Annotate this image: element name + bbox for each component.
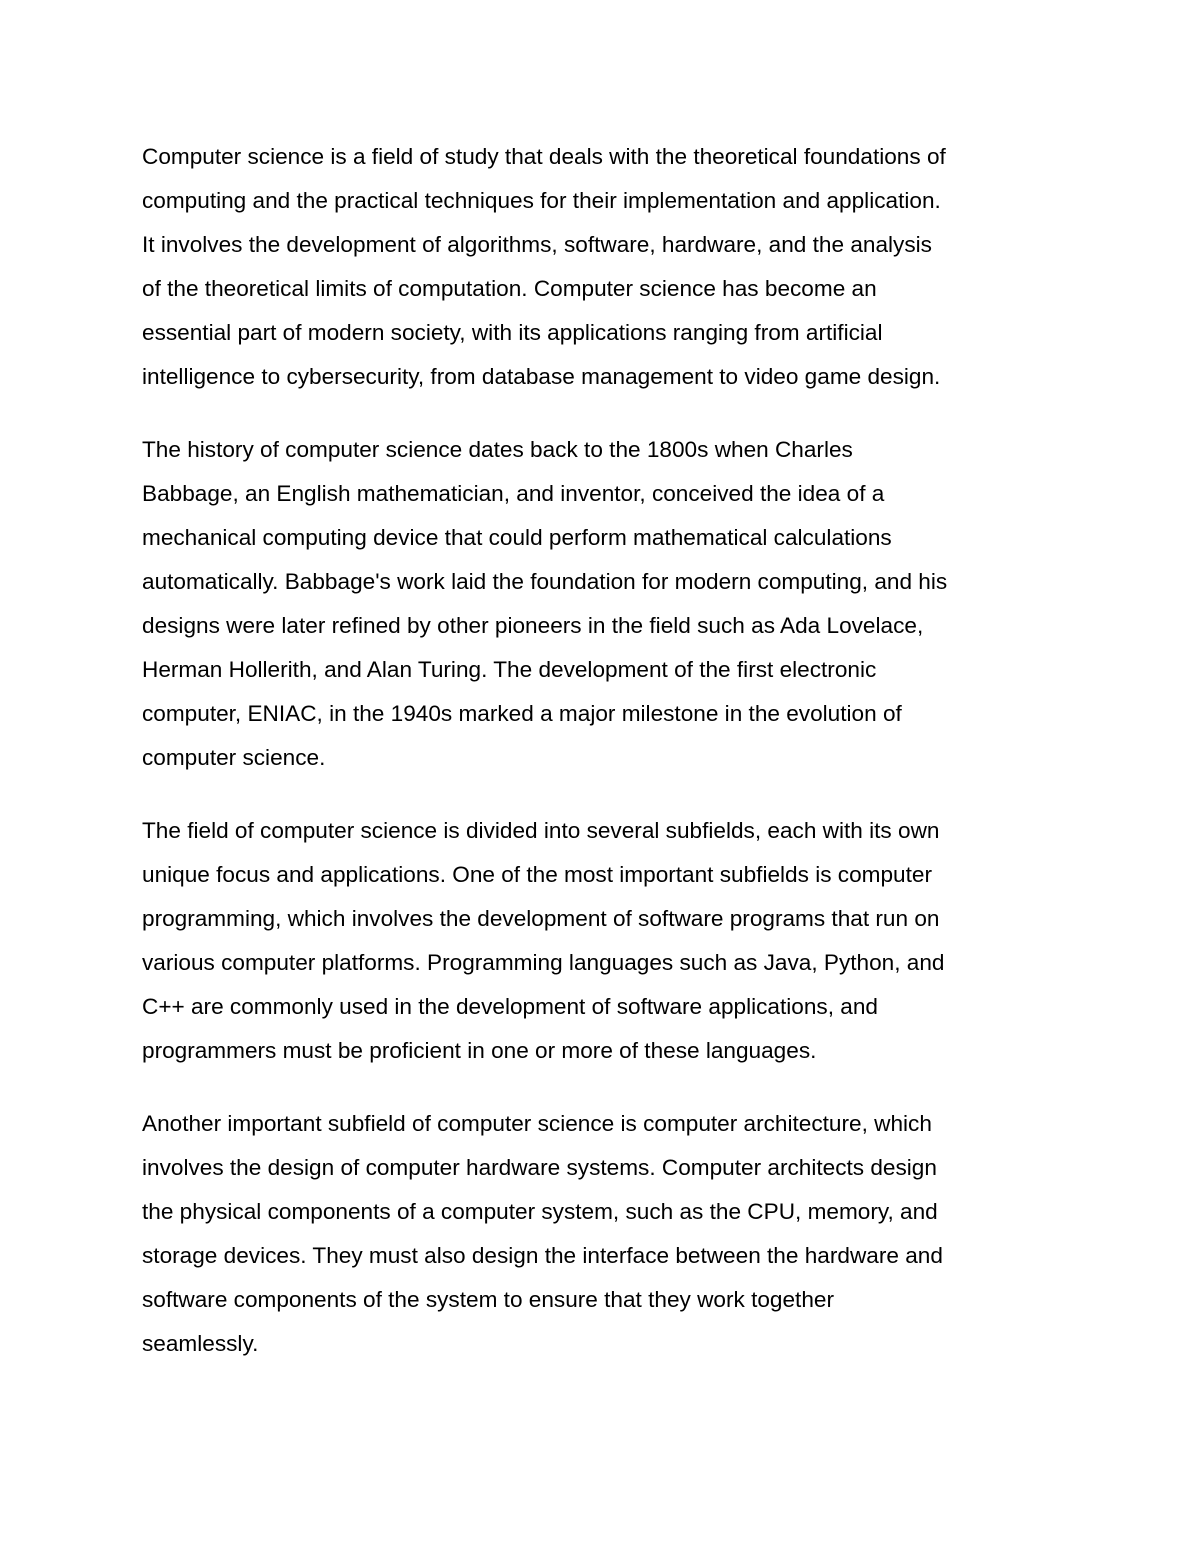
text-line: various computer platforms. Programming languages such as Java, Python, and [142, 950, 945, 975]
text-line: Computer science is a field of study that deals with the theoretical foundations of [142, 144, 946, 169]
text-line: computer, ENIAC, in the 1940s marked a major milestone in the evolution of [142, 701, 902, 726]
text-line: storage devices. They must also design the interface between the hardware and [142, 1243, 943, 1268]
text-line: It involves the development of algorithms, software, hardware, and the analysis [142, 232, 932, 257]
text-line: essential part of modern society, with its applications ranging from artificial [142, 320, 883, 345]
text-line: of the theoretical limits of computation. Computer science has become an [142, 276, 877, 301]
text-line: programmers must be proficient in one or more of these languages. [142, 1038, 817, 1063]
text-line: C++ are commonly used in the development of software applications, and [142, 994, 878, 1019]
text-line: mechanical computing device that could perform mathematical calculations [142, 525, 892, 550]
text-line: The history of computer science dates back to the 1800s when Charles [142, 437, 853, 462]
paragraph-2 [142, 428, 1062, 780]
text-line: computing and the practical techniques for their implementation and application. [142, 188, 941, 213]
text-line: intelligence to cybersecurity, from database management to video game design. [142, 364, 941, 389]
text-line: The field of computer science is divided into several subfields, each with its own [142, 818, 940, 843]
text-line: Babbage, an English mathematician, and inventor, conceived the idea of a [142, 481, 885, 506]
text-line: designs were later refined by other pioneers in the field such as Ada Lovelace, [142, 613, 924, 638]
text-line: seamlessly. [142, 1331, 259, 1356]
text-line: software components of the system to ensure that they work together [142, 1287, 834, 1312]
text-line: programming, which involves the development of software programs that run on [142, 906, 940, 931]
paragraph-3 [142, 809, 1062, 1073]
text-line: unique focus and applications. One of the most important subfields is computer [142, 862, 932, 887]
text-line: automatically. Babbage's work laid the foundation for modern computing, and his [142, 569, 948, 594]
text-line: the physical components of a computer system, such as the CPU, memory, and [142, 1199, 938, 1224]
text-line: computer science. [142, 745, 326, 770]
text-line: Herman Hollerith, and Alan Turing. The development of the first electronic [142, 657, 877, 682]
paragraph-4 [142, 1102, 1062, 1366]
paragraph-1 [142, 135, 1062, 399]
text-line: involves the design of computer hardware systems. Computer architects design [142, 1155, 937, 1180]
text-line: Another important subfield of computer science is computer architecture, which [142, 1111, 932, 1136]
document-body [142, 135, 1062, 1366]
